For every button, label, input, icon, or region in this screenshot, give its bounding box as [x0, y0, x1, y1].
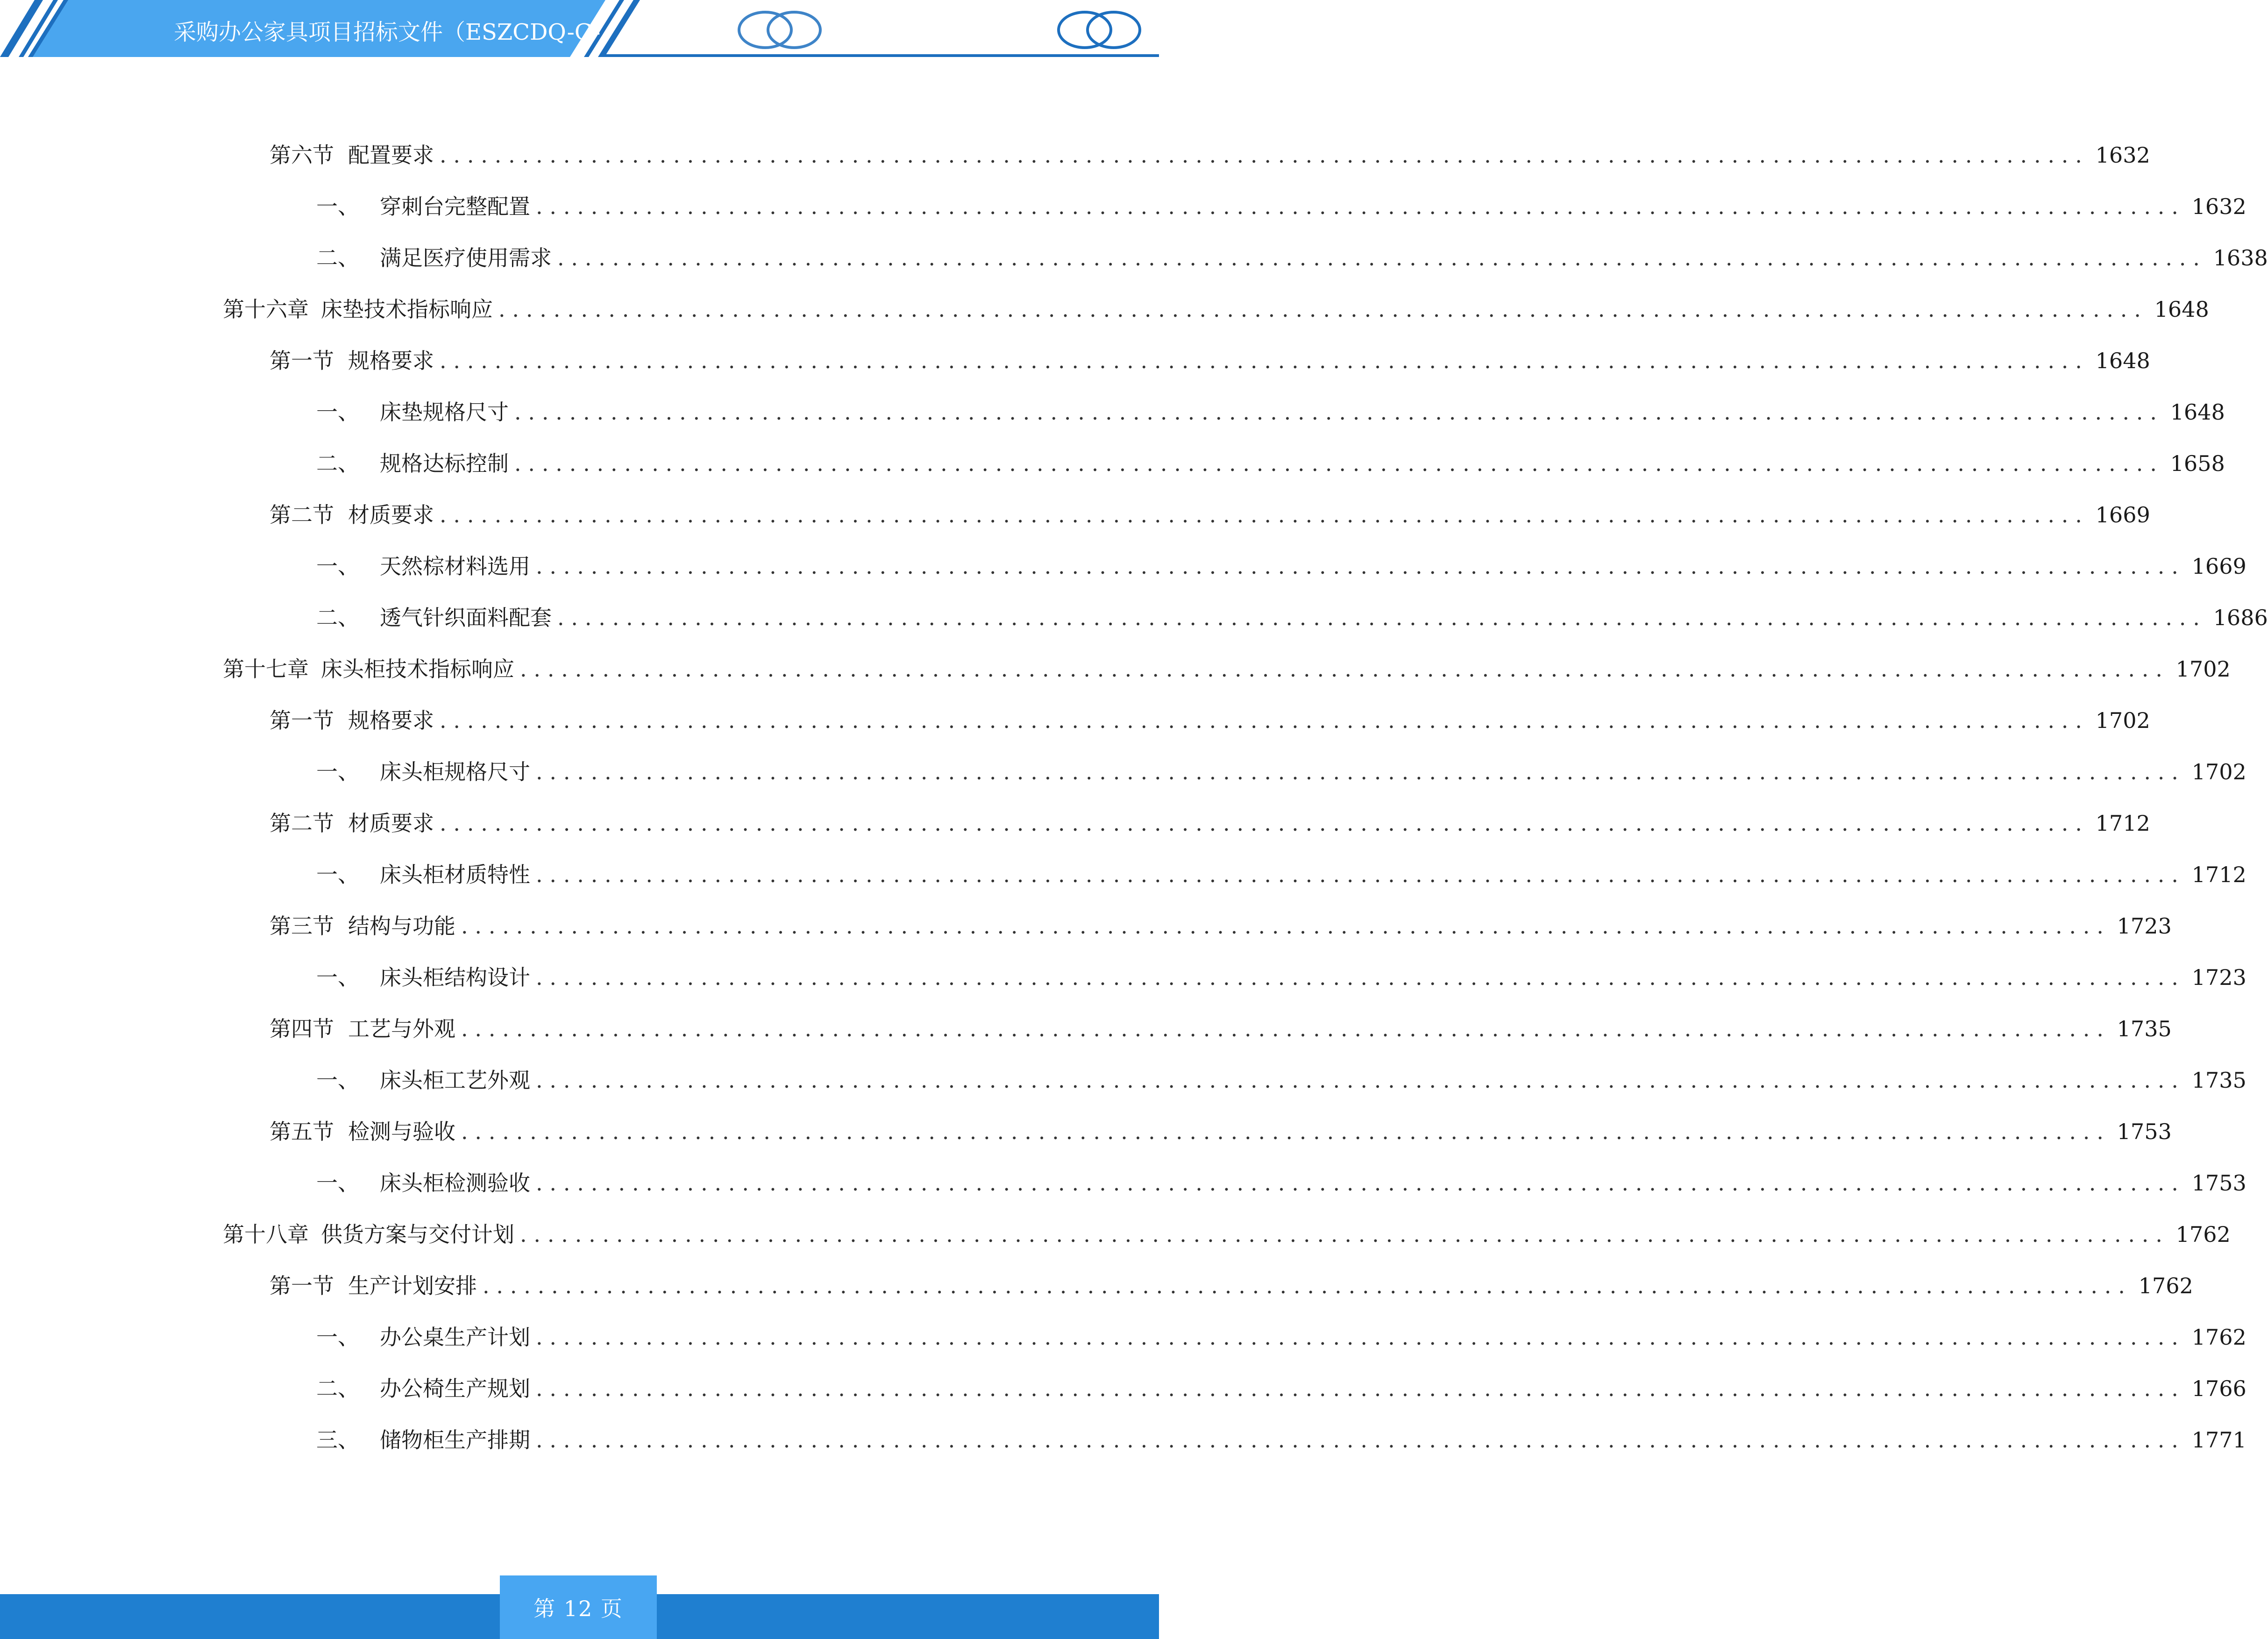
toc-entry-label: 满足医疗使用需求	[380, 245, 552, 271]
toc-entry-label: 床头柜规格尺寸	[380, 759, 530, 784]
toc-entry-label: 工艺与外观	[348, 1016, 455, 1041]
toc-entry-label: 生产计划安排	[348, 1273, 477, 1298]
toc-entry-number: 一、	[316, 759, 359, 784]
toc-entry-number: 第五节	[270, 1119, 334, 1144]
toc-entry-number: 第二节	[270, 502, 334, 527]
toc-entry-page: 1702	[2176, 656, 2231, 682]
toc-entry-number: 一、	[316, 965, 359, 990]
toc-entry-label: 穿刺台完整配置	[380, 194, 530, 219]
toc-dot-leader: ........................................................................................................................	[557, 245, 2207, 271]
toc-entry-label: 床头柜结构设计	[380, 965, 530, 990]
toc-entry-page: 1712	[2191, 862, 2247, 887]
toc-entry-page: 1702	[2191, 759, 2247, 784]
toc-entry-number: 第十八章	[223, 1222, 309, 1247]
toc-entry-label: 配置要求	[348, 143, 434, 168]
toc-entry-page: 1753	[2191, 1170, 2247, 1196]
toc-entry-label: 材质要求	[348, 502, 434, 527]
toc-dot-leader: ........................................................................................................................	[520, 656, 2169, 682]
toc-entry[interactable]	[270, 704, 2150, 737]
toc-entry[interactable]	[270, 1115, 2172, 1148]
toc-entry-label: 办公桌生产计划	[380, 1325, 530, 1350]
toc-entry-number: 第一节	[270, 348, 334, 373]
faded-rings-icon	[739, 12, 820, 48]
page-number: 第 12 页	[533, 1596, 623, 1621]
toc-dot-leader: ........................................................................................................................	[536, 759, 2185, 784]
toc-entry-label: 规格要求	[348, 348, 434, 373]
toc-entry-label: 床头柜技术指标响应	[321, 656, 514, 682]
toc-entry-page: 1632	[2191, 194, 2247, 219]
toc-entry[interactable]	[270, 807, 2150, 840]
toc-dot-leader: ........................................................................................................................	[514, 399, 2164, 425]
document-title: 采购办公家具项目招标文件（ESZCDQ-G-	[174, 19, 601, 45]
toc-entry[interactable]	[316, 190, 2247, 223]
toc-entry-page: 1723	[2191, 965, 2247, 990]
toc-entry-number: 二、	[316, 1376, 359, 1401]
toc-entry-number: 第十六章	[223, 297, 309, 322]
toc-entry-label: 检测与验收	[348, 1119, 455, 1144]
toc-entry[interactable]	[270, 910, 2172, 942]
toc-entry-number: 一、	[316, 554, 359, 579]
toc-entry[interactable]	[270, 1269, 2193, 1302]
toc-entry[interactable]	[316, 1372, 2247, 1405]
toc-entry-number: 第一节	[270, 708, 334, 733]
toc-entry-page: 1762	[2176, 1222, 2231, 1247]
toc-entry-label: 床头柜材质特性	[380, 862, 530, 887]
toc-entry-page: 1723	[2117, 913, 2172, 939]
page-header	[0, 0, 1159, 61]
toc-entry-number: 第六节	[270, 143, 334, 168]
toc-entry[interactable]	[316, 755, 2247, 788]
toc-entry-page: 1648	[2154, 297, 2209, 322]
toc-entry-number: 一、	[316, 194, 359, 219]
toc-dot-leader: ........................................................................................................................	[536, 194, 2185, 219]
toc-entry-page: 1735	[2191, 1068, 2247, 1093]
toc-dot-leader: ........................................................................................................................	[520, 1222, 2169, 1247]
toc-entry[interactable]	[316, 1321, 2247, 1354]
toc-entry-number: 一、	[316, 862, 359, 887]
toc-dot-leader: ........................................................................................................................	[514, 451, 2164, 476]
toc-dot-leader: ........................................................................................................................	[461, 1016, 2111, 1041]
toc-entry-page: 1669	[2191, 554, 2247, 579]
toc-entry-label: 床头柜检测验收	[380, 1170, 530, 1196]
toc-entry[interactable]	[316, 447, 2225, 480]
toc-entry[interactable]	[316, 961, 2247, 994]
toc-entry-page: 1712	[2095, 811, 2150, 836]
toc-dot-leader: ........................................................................................................................	[461, 913, 2111, 939]
toc-entry-number: 第三节	[270, 913, 334, 939]
toc-entry-number: 第四节	[270, 1016, 334, 1041]
toc-entry-label: 办公椅生产规划	[380, 1376, 530, 1401]
toc-dot-leader: ........................................................................................................................	[536, 862, 2185, 887]
toc-entry[interactable]	[316, 601, 2268, 634]
toc-entry-number: 第二节	[270, 811, 334, 836]
toc-dot-leader: ........................................................................................................................	[536, 1325, 2185, 1350]
toc-dot-leader: ........................................................................................................................	[536, 965, 2185, 990]
toc-entry-label: 规格要求	[348, 708, 434, 733]
toc-entry[interactable]	[316, 1064, 2247, 1097]
toc-entry[interactable]	[270, 139, 2150, 171]
toc-entry-page: 1753	[2117, 1119, 2172, 1144]
toc-dot-leader: ........................................................................................................................	[440, 708, 2089, 733]
toc-entry[interactable]	[316, 242, 2268, 274]
toc-entry-page: 1648	[2170, 399, 2225, 425]
toc-entry-label: 供货方案与交付计划	[321, 1222, 514, 1247]
toc-entry-page: 1762	[2138, 1273, 2193, 1298]
toc-entry-number: 三、	[316, 1427, 359, 1453]
toc-entry-label: 结构与功能	[348, 913, 455, 939]
toc-entry-number: 一、	[316, 399, 359, 425]
toc-entry-page: 1669	[2095, 502, 2150, 527]
toc-entry[interactable]	[270, 499, 2150, 531]
toc-entry-number: 第一节	[270, 1273, 334, 1298]
toc-entry-page: 1658	[2170, 451, 2225, 476]
toc-entry-label: 材质要求	[348, 811, 434, 836]
toc-entry-number: 二、	[316, 451, 359, 476]
toc-entry-label: 床头柜工艺外观	[380, 1068, 530, 1093]
toc-entry[interactable]	[316, 550, 2247, 583]
toc-entry-page: 1771	[2191, 1427, 2247, 1453]
toc-dot-leader: ........................................................................................................................	[557, 605, 2207, 630]
toc-entry-label: 床垫规格尺寸	[380, 399, 509, 425]
toc-entry-label: 天然棕材料选用	[380, 554, 530, 579]
toc-entry-page: 1766	[2191, 1376, 2247, 1401]
toc-entry-label: 床垫技术指标响应	[321, 297, 493, 322]
toc-entry[interactable]	[270, 344, 2150, 377]
toc-entry-number: 二、	[316, 245, 359, 271]
toc-dot-leader: ........................................................................................................................	[536, 1427, 2185, 1453]
toc-entry[interactable]	[270, 1012, 2172, 1045]
toc-entry[interactable]	[223, 653, 2231, 685]
toc-entry[interactable]	[223, 1218, 2231, 1251]
toc-entry-number: 一、	[316, 1325, 359, 1350]
toc-dot-leader: ........................................................................................................................	[483, 1273, 2132, 1298]
page-number-box	[500, 1575, 657, 1639]
toc-entry-label: 储物柜生产排期	[380, 1427, 530, 1453]
toc-entry[interactable]	[316, 1424, 2247, 1456]
toc-entry-number: 二、	[316, 605, 359, 630]
toc-entry-page: 1702	[2095, 708, 2150, 733]
toc-dot-leader: ........................................................................................................................	[440, 348, 2089, 373]
toc-entry[interactable]	[316, 1167, 2247, 1199]
toc-dot-leader: ........................................................................................................................	[440, 811, 2089, 836]
toc-entry-page: 1648	[2095, 348, 2150, 373]
toc-entry-label: 透气针织面料配套	[380, 605, 552, 630]
toc-dot-leader: ........................................................................................................................	[498, 297, 2148, 322]
toc-entry-page: 1735	[2117, 1016, 2172, 1041]
toc-entry-page: 1686	[2213, 605, 2268, 630]
toc-entry-page: 1638	[2213, 245, 2268, 271]
toc-entry-number: 第十七章	[223, 656, 309, 682]
toc-dot-leader: ........................................................................................................................	[536, 1376, 2185, 1401]
toc-entry-number: 一、	[316, 1068, 359, 1093]
toc-entry-page: 1632	[2095, 143, 2150, 168]
toc-entry-number: 一、	[316, 1170, 359, 1196]
toc-entry-label: 规格达标控制	[380, 451, 509, 476]
toc-dot-leader: ........................................................................................................................	[536, 1170, 2185, 1196]
toc-dot-leader: ........................................................................................................................	[461, 1119, 2111, 1144]
toc-dot-leader: ........................................................................................................................	[536, 554, 2185, 579]
interlocking-rings-icon	[1059, 12, 1140, 48]
toc-dot-leader: ........................................................................................................................	[536, 1068, 2185, 1093]
toc-entry[interactable]	[223, 293, 2209, 326]
toc-dot-leader: ........................................................................................................................	[440, 143, 2089, 168]
toc-dot-leader: ........................................................................................................................	[440, 502, 2089, 527]
toc-entry[interactable]	[316, 858, 2247, 891]
toc-entry[interactable]	[316, 396, 2225, 428]
toc-entry-page: 1762	[2191, 1325, 2247, 1350]
